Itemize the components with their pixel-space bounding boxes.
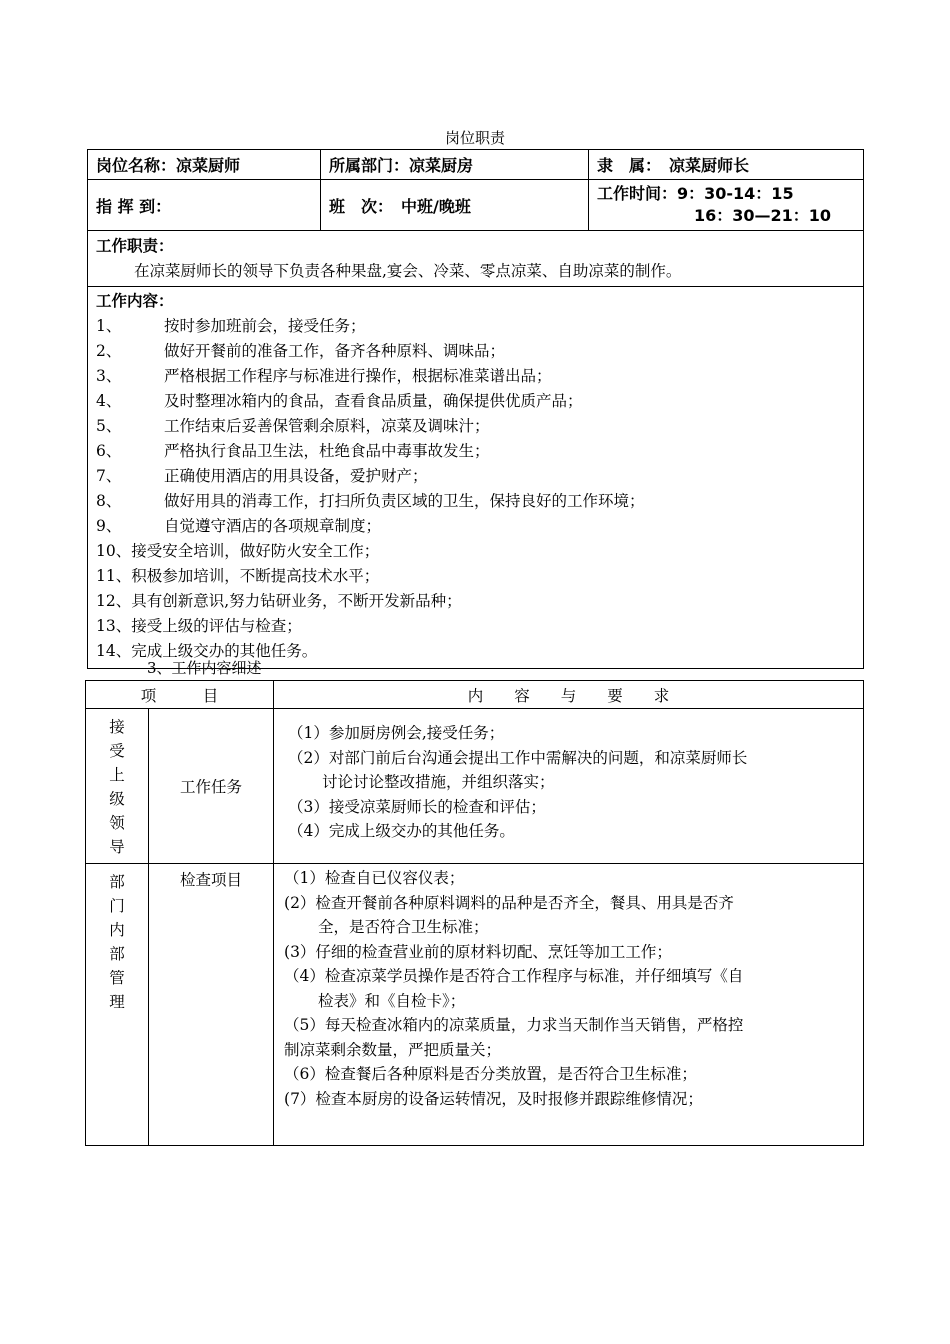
list-item: 1、 按时参加班前会，接受任务； [96, 317, 366, 335]
section-3-title: 3、工作内容细述 [147, 659, 262, 677]
subject-check-items: 检查项目 [149, 864, 274, 1146]
category-internal: 部 门 内 部 管 理 [86, 864, 149, 1146]
position-info-table [87, 149, 864, 669]
req-line: (3）仔细的检查营业前的原材料切配、烹饪等加工工作； [284, 942, 672, 961]
list-item: 2、 做好开餐前的准备工作，备齐各种原料、调味品； [96, 342, 506, 360]
work-time [589, 180, 864, 231]
req-line: 制凉菜剩余数量，严把质量关； [284, 1040, 502, 1059]
req-line: 检表》和《自检卡》； [318, 991, 466, 1010]
detail-table [85, 680, 864, 1146]
category-superior: 接 受 上 级 领 导 [86, 709, 149, 864]
list-item: 3、 严格根据工作程序与标准进行操作，根据标准菜谱出品； [96, 367, 552, 385]
header-requirements: 内 容 与 要 求 [274, 681, 864, 709]
req-line: （5）每天检查冰箱内的凉菜质量，力求当天制作当天销售，严格控 [284, 1016, 744, 1034]
department: 所属部门：凉菜厨房 [321, 150, 589, 180]
requirements-superior [274, 709, 864, 864]
req-line: （4）检查凉菜学员操作是否符合工作程序与标准，并仔细填写《自 [284, 967, 744, 985]
duty-section [88, 231, 864, 287]
list-item: 12、具有创新意识,努力钻研业务，不断开发新品种； [96, 592, 462, 610]
work-time-line2: 16：30—21：10 [694, 206, 832, 225]
list-item: 11、积极参加培训，不断提高技术水平； [96, 567, 380, 585]
req-line: (2）检查开餐前各种原料调料的品种是否齐全，餐具、用具是否齐 [284, 893, 734, 912]
duty-label: 工作职责： [96, 237, 174, 255]
list-item: 5、 工作结束后妥善保管剩余原料，凉菜及调味汁； [96, 417, 490, 435]
list-item: 13、接受上级的评估与检查； [96, 617, 302, 635]
list-item: 4、 及时整理冰箱内的食品，查看食品质量，确保提供优质产品； [96, 392, 583, 410]
req-line: （6）检查餐后各种原料是否分类放置，是否符合卫生标准； [284, 1065, 697, 1083]
content-label: 工作内容： [96, 292, 174, 310]
content-list [96, 314, 863, 664]
req-line: （1）参加厨房例会,接受任务； [288, 724, 505, 742]
position-name: 岗位名称：凉菜厨师 [88, 150, 321, 180]
duty-text: 在凉菜厨师长的领导下负责各种果盘,宴会、冷菜、零点凉菜、自助凉菜的制作。 [134, 262, 682, 280]
list-item: 10、接受安全培训，做好防火安全工作； [96, 542, 380, 560]
req-line: （4）完成上级交办的其他任务。 [288, 822, 515, 840]
reports-to: 隶 属： 凉菜厨师长 [589, 150, 864, 180]
req-line: (7）检查本厨房的设备运转情况，及时报修并跟踪维修情况； [284, 1089, 703, 1108]
work-time-line1: 工作时间：9：30-14：15 [597, 184, 794, 203]
list-item: 9、 自觉遵守酒店的各项规章制度； [96, 517, 382, 535]
requirements-internal [274, 864, 864, 1146]
list-item: 7、 正确使用酒店的用具设备，爱护财产； [96, 467, 428, 485]
req-line: （3）接受凉菜厨师长的检查和评估； [288, 797, 546, 816]
req-line: （1）检查自已仪容仪表； [284, 869, 465, 887]
doc-title: 岗位职责 [444, 129, 505, 147]
req-line: （2）对部门前后台沟通会提出工作中需解决的问题，和凉菜厨师长 [288, 748, 748, 767]
header-item: 项 目 [86, 681, 274, 709]
shift: 班 次： 中班/晚班 [321, 180, 589, 231]
commands: 指 挥 到： [88, 180, 321, 231]
list-item: 6、 严格执行食品卫生法，杜绝食品中毒事故发生； [96, 442, 490, 460]
list-item: 8、 做好用具的消毒工作，打扫所负责区域的卫生，保持良好的工作环境； [96, 492, 645, 510]
list-item: 14、完成上级交办的其他任务。 [96, 642, 318, 660]
req-line: 全，是否符合卫生标准； [318, 918, 489, 936]
req-line: 讨论讨论整改措施，并组织落实； [322, 773, 555, 791]
subject-work-task: 工作任务 [149, 709, 274, 864]
work-content-section [88, 287, 864, 669]
